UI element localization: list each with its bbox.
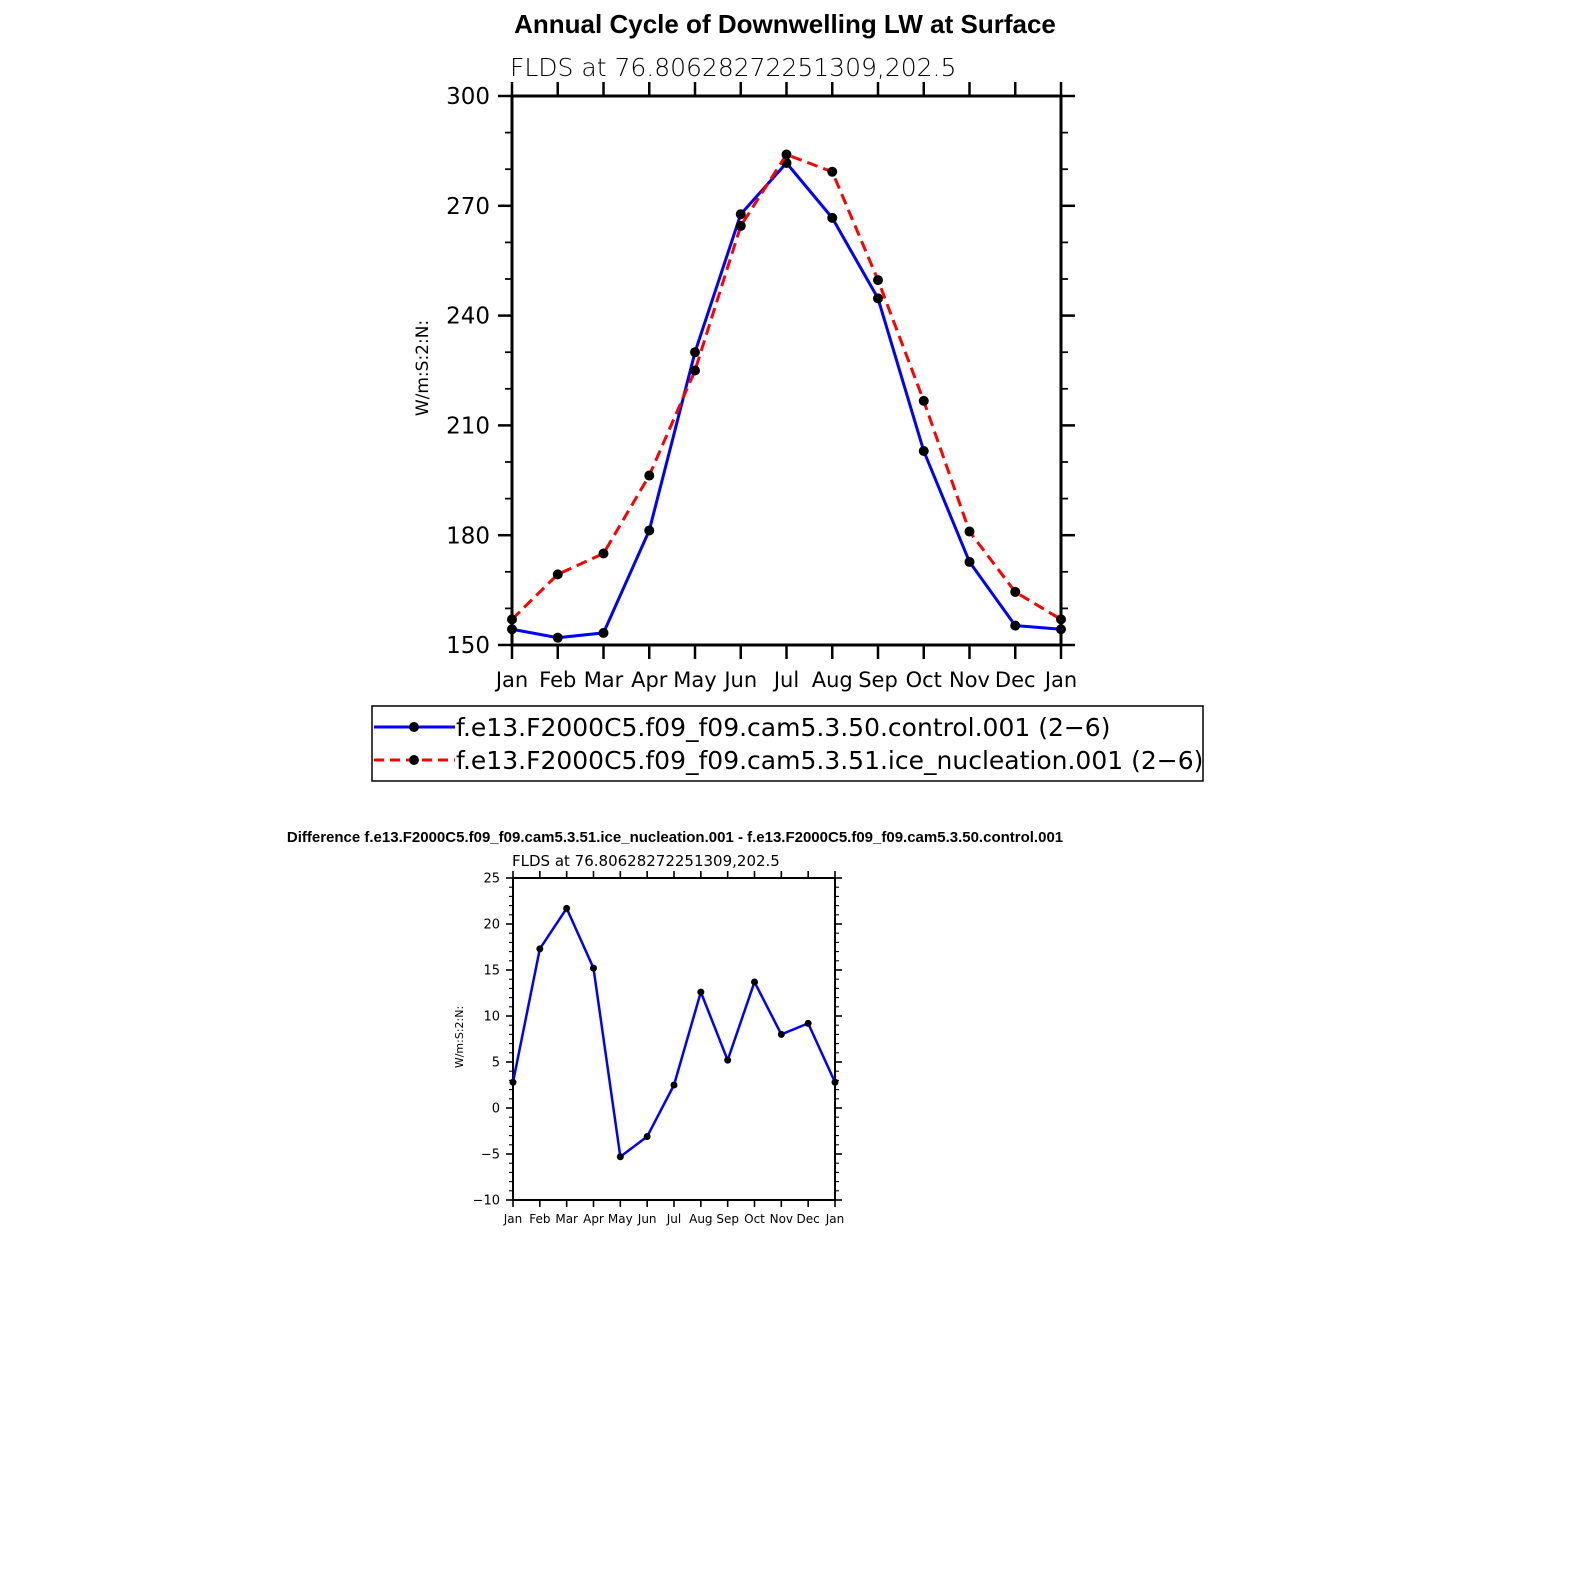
x-tick-label: Feb [529,1212,551,1226]
x-tick-label: Jan [825,1212,845,1226]
x-tick-label: Sep [716,1212,739,1226]
data-point [778,1031,785,1038]
y-tick-label: 240 [446,303,490,330]
x-tick-label: Jan [1044,668,1078,692]
y-tick-label: 25 [483,871,500,887]
x-tick-label: Oct [744,1212,765,1226]
data-point [536,945,543,952]
data-point [1010,621,1020,631]
y-tick-label: 210 [446,413,490,440]
data-point [965,527,975,537]
data-point [751,978,758,985]
chart1-ylabel: W/m:S:2:N: [413,319,433,417]
data-point [697,989,704,996]
series-line-0 [513,908,835,1156]
x-tick-label: Oct [905,668,942,692]
x-tick-label: Aug [689,1212,713,1226]
y-tick-label: 15 [483,963,500,979]
legend-label-ice-nucleation: f.e13.F2000C5.f09_f09.cam5.3.51.ice_nucleation.001 (2−6) [456,746,1204,775]
x-tick-label: Jan [495,668,529,692]
y-tick-label: 5 [491,1055,500,1071]
data-point [644,471,654,481]
x-tick-label: Jun [637,1212,657,1226]
x-tick-label: Nov [949,668,990,692]
y-tick-label: 0 [491,1101,500,1117]
x-tick-label: Jul [666,1212,682,1226]
data-point [510,1079,517,1086]
data-point [671,1082,678,1089]
x-tick-label: Apr [631,668,668,692]
data-point [553,633,563,643]
x-tick-label: May [607,1212,633,1226]
x-tick-label: Aug [811,668,853,692]
data-point [690,366,700,376]
data-point [965,557,975,567]
x-tick-label: Jul [773,668,800,692]
x-tick-label: May [673,668,717,692]
x-tick-label: Apr [583,1212,604,1226]
chart2-subtitle: FLDS at 76.80628272251309,202.5 [512,852,780,870]
legend-marker-ice-nucleation [409,755,419,765]
chart1-legend [372,706,1203,781]
y-tick-label: 20 [483,917,500,933]
data-point [873,293,883,303]
y-tick-label: 10 [483,1009,500,1025]
plot-frame [512,96,1061,645]
x-tick-label: Dec [994,668,1036,692]
data-point [782,150,792,160]
x-tick-label: Feb [539,668,577,692]
data-point [919,446,929,456]
x-tick-label: Mar [555,1212,578,1226]
data-point [1056,614,1066,624]
x-tick-label: Mar [583,668,624,692]
data-point [827,213,837,223]
y-tick-label: 270 [446,193,490,220]
chart1-subtitle: FLDS at 76.80628272251309,202.5 [510,53,957,82]
chart1-title: Annual Cycle of Downwelling LW at Surface [514,9,1056,39]
y-tick-label: 180 [446,523,490,550]
data-point [805,1020,812,1027]
data-point [873,275,883,285]
series-line-1 [512,155,1061,620]
x-tick-label: Dec [796,1212,820,1226]
data-point [617,1153,624,1160]
x-tick-label: Nov [769,1212,794,1226]
data-point [724,1057,731,1064]
data-point [736,221,746,231]
chart2-ylabel: W/m:S:2:N: [453,1005,466,1069]
data-point [563,905,570,912]
x-tick-label: Sep [858,668,898,692]
data-point [1010,587,1020,597]
y-tick-label: 300 [446,84,490,111]
data-point [1056,624,1066,634]
y-tick-label: −5 [480,1147,500,1163]
series-line-0 [512,163,1061,638]
y-tick-label: 150 [446,633,490,660]
y-tick-label: −10 [472,1193,500,1209]
data-point [832,1079,839,1086]
data-point [599,549,609,559]
data-point [644,525,654,535]
chart1-plot [446,82,1077,692]
data-point [507,614,517,624]
plot-frame [513,878,835,1200]
data-point [690,347,700,357]
chart2-title: Difference f.e13.F2000C5.f09_f09.cam5.3.51.ice_nucleation.001 - f.e13.F2000C5.f09_f09.cam5.3.50.control.001 [286,829,1064,846]
data-point [919,396,929,406]
data-point [507,624,517,634]
data-point [553,569,563,579]
x-tick-label: Jun [724,668,758,692]
x-tick-label: Jan [503,1212,523,1226]
data-point [599,628,609,638]
data-point [644,1133,651,1140]
data-point [590,965,597,972]
legend-label-control: f.e13.F2000C5.f09_f09.cam5.3.50.control.001 (2−6) [456,713,1111,742]
legend-marker-control [409,722,419,732]
chart2-plot [473,871,845,1226]
data-point [827,167,837,177]
